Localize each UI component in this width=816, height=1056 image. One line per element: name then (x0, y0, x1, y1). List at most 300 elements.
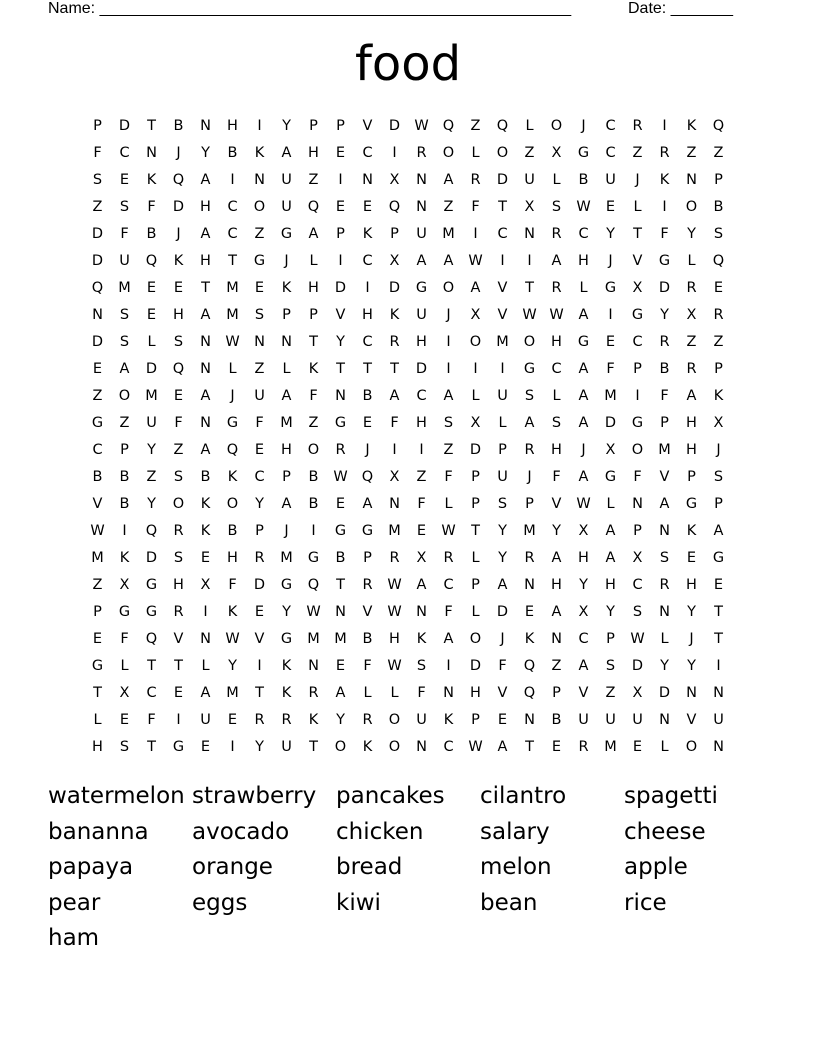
grid-letter: W (576, 495, 591, 512)
grid-letter: I (446, 333, 451, 350)
grid-letter: P (471, 468, 480, 485)
grid-letter: K (362, 225, 373, 242)
grid-letter: G (523, 360, 536, 377)
grid-letter: T (714, 630, 723, 647)
grid-letter: I (419, 441, 424, 458)
grid-letter: G (172, 738, 185, 755)
grid-letter: D (388, 117, 401, 134)
grid-letter: B (119, 468, 130, 485)
grid-letter: E (92, 630, 103, 647)
grid-letter: G (631, 414, 644, 431)
grid-letter: N (416, 198, 427, 215)
word-list-item: pancakes (336, 783, 445, 809)
grid-letter: E (254, 441, 265, 458)
grid-letter: V (659, 468, 670, 485)
grid-letter: E (146, 279, 157, 296)
grid-letter: I (473, 360, 478, 377)
grid-letter: G (685, 495, 698, 512)
grid-letter: A (200, 387, 211, 404)
grid-letter: E (119, 711, 130, 728)
date-field-label: Date: _______ (628, 0, 733, 17)
grid-letter: S (173, 549, 184, 566)
word-list (48, 779, 768, 957)
word-list-item: pear (48, 889, 101, 916)
grid-letter: T (390, 360, 399, 377)
grid-letter: F (147, 711, 156, 728)
grid-letter: C (92, 441, 103, 458)
grid-letter: Z (308, 414, 319, 431)
grid-letter: G (145, 603, 158, 620)
grid-letter: A (713, 522, 724, 539)
grid-letter: Y (606, 225, 615, 242)
grid-letter: U (146, 414, 157, 431)
grid-letter: N (254, 171, 265, 188)
grid-letter: C (119, 144, 130, 161)
grid-letter: A (578, 657, 589, 674)
grid-letter: G (334, 522, 347, 539)
grid-letter: M (226, 279, 239, 296)
grid-letter: Q (145, 630, 158, 647)
grid-letter: Q (145, 522, 158, 539)
grid-letter: P (309, 306, 318, 323)
word-list-item: ham (48, 925, 100, 951)
grid-letter: T (336, 360, 345, 377)
grid-letter: N (416, 171, 427, 188)
grid-letter: Q (442, 117, 455, 134)
grid-letter: P (633, 522, 642, 539)
grid-letter: E (497, 711, 508, 728)
grid-letter: L (552, 387, 561, 404)
grid-letter: J (230, 387, 235, 404)
grid-letter: I (338, 171, 343, 188)
word-list-item: kiwi (336, 889, 381, 916)
grid-letter: N (362, 171, 373, 188)
word-list-item: strawberry (192, 783, 317, 809)
word-list-item: papaya (48, 854, 134, 880)
grid-letter: H (551, 441, 562, 458)
grid-letter: E (713, 576, 724, 593)
grid-letter: Z (632, 144, 643, 161)
grid-letter: M (145, 387, 158, 404)
grid-letter: O (388, 738, 401, 755)
grid-letter: M (442, 225, 455, 242)
grid-letter: H (416, 333, 427, 350)
grid-letter: P (525, 495, 534, 512)
grid-letter: B (578, 171, 589, 188)
grid-letter: T (228, 252, 237, 269)
grid-letter: P (714, 495, 723, 512)
grid-letter: R (308, 684, 319, 701)
grid-letter: I (662, 117, 667, 134)
grid-letter: O (550, 117, 563, 134)
grid-letter: B (119, 495, 130, 512)
grid-letter: Q (496, 117, 509, 134)
grid-letter: N (308, 657, 319, 674)
grid-letter: T (714, 603, 723, 620)
grid-letter: C (605, 144, 616, 161)
grid-letter: Q (172, 360, 185, 377)
grid-letter: N (659, 711, 670, 728)
grid-letter: O (253, 198, 266, 215)
grid-letter: U (632, 711, 643, 728)
grid-letter: J (581, 441, 586, 458)
grid-letter: K (200, 495, 211, 512)
grid-letter: K (173, 252, 184, 269)
grid-letter: Y (660, 657, 669, 674)
grid-letter: A (200, 171, 211, 188)
grid-letter: I (203, 603, 208, 620)
grid-letter: B (335, 549, 346, 566)
grid-letter: N (443, 684, 454, 701)
grid-letter: Y (606, 603, 615, 620)
grid-letter: H (200, 198, 211, 215)
grid-letter: L (660, 738, 669, 755)
grid-letter: M (523, 522, 536, 539)
grid-letter: E (92, 360, 103, 377)
grid-letter: O (685, 738, 698, 755)
grid-letter: D (496, 171, 509, 188)
grid-letter: W (387, 576, 402, 593)
grid-letter: I (527, 252, 532, 269)
grid-letter: U (281, 198, 292, 215)
grid-letter: D (415, 360, 428, 377)
grid-letter: W (225, 333, 240, 350)
grid-letter: B (308, 495, 319, 512)
grid-letter: M (226, 306, 239, 323)
word-list-item: eggs (192, 889, 248, 916)
grid-letter: Y (282, 117, 291, 134)
grid-letter: X (632, 684, 643, 701)
grid-letter: A (659, 495, 670, 512)
grid-letter: H (605, 576, 616, 593)
grid-letter: J (176, 144, 181, 161)
grid-letter: I (608, 306, 613, 323)
grid-letter: C (362, 144, 373, 161)
grid-letter: N (713, 684, 724, 701)
grid-letter: R (389, 333, 400, 350)
grid-letter: N (92, 306, 103, 323)
grid-letter: I (176, 711, 181, 728)
grid-letter: D (469, 441, 482, 458)
grid-letter: K (227, 468, 238, 485)
grid-letter: T (201, 279, 210, 296)
grid-letter: E (335, 495, 346, 512)
grid-letter: H (686, 414, 697, 431)
grid-letter: E (173, 387, 184, 404)
grid-letter: A (497, 576, 508, 593)
grid-letter: J (608, 252, 613, 269)
grid-letter: V (497, 684, 508, 701)
grid-letter: K (281, 684, 292, 701)
grid-letter: L (390, 684, 399, 701)
grid-letter: Q (523, 684, 536, 701)
grid-letter: F (498, 657, 507, 674)
word-list-item: cilantro (480, 783, 567, 809)
grid-letter: X (389, 468, 400, 485)
grid-letter: N (281, 333, 292, 350)
grid-letter: D (91, 333, 104, 350)
grid-letter: W (387, 603, 402, 620)
grid-letter: B (227, 522, 238, 539)
grid-letter: N (335, 387, 346, 404)
grid-letter: R (416, 144, 427, 161)
grid-letter: F (660, 225, 669, 242)
grid-letter: H (389, 630, 400, 647)
grid-letter: R (551, 225, 562, 242)
grid-letter: I (257, 657, 262, 674)
grid-letter: P (336, 225, 345, 242)
grid-letter: W (306, 603, 321, 620)
grid-letter: W (630, 630, 645, 647)
grid-letter: R (713, 306, 724, 323)
grid-letter: P (363, 549, 372, 566)
grid-letter: Y (255, 495, 264, 512)
grid-letter: V (254, 630, 265, 647)
grid-letter: N (524, 576, 535, 593)
grid-letter: T (147, 738, 156, 755)
grid-letter: K (308, 360, 319, 377)
grid-letter: E (362, 414, 373, 431)
word-list-item: salary (480, 818, 550, 845)
grid-letter: A (551, 252, 562, 269)
grid-letter: K (119, 549, 130, 566)
grid-letter: N (686, 684, 697, 701)
grid-letter: A (200, 225, 211, 242)
grid-letter: N (146, 144, 157, 161)
grid-letter: Y (687, 603, 696, 620)
grid-letter: H (200, 252, 211, 269)
grid-letter: I (662, 198, 667, 215)
grid-letter: E (416, 522, 427, 539)
grid-letter: F (552, 468, 561, 485)
grid-letter: V (362, 603, 373, 620)
grid-letter: O (469, 630, 482, 647)
grid-letter: E (551, 738, 562, 755)
grid-letter: V (173, 630, 184, 647)
grid-letter: M (658, 441, 671, 458)
grid-letter: W (549, 306, 564, 323)
grid-letter: A (578, 387, 589, 404)
grid-letter: J (689, 630, 694, 647)
grid-letter: R (281, 711, 292, 728)
grid-letter: X (713, 414, 724, 431)
grid-letter: X (686, 306, 697, 323)
grid-letter: F (471, 198, 480, 215)
grid-letter: R (470, 171, 481, 188)
grid-letter: X (119, 576, 130, 593)
grid-letter: L (444, 495, 453, 512)
grid-letter: X (119, 684, 130, 701)
grid-letter: L (363, 684, 372, 701)
grid-letter: K (686, 522, 697, 539)
word-list-item: apple (624, 854, 688, 880)
grid-letter: X (632, 549, 643, 566)
grid-letter: E (686, 549, 697, 566)
grid-letter: G (577, 144, 590, 161)
word-list-item: melon (480, 854, 552, 880)
grid-letter: W (468, 252, 483, 269)
grid-letter: M (388, 522, 401, 539)
grid-letter: L (93, 711, 102, 728)
grid-letter: F (93, 144, 102, 161)
grid-letter: V (578, 684, 589, 701)
grid-letter: S (632, 603, 643, 620)
grid-letter: F (417, 495, 426, 512)
grid-letter: U (281, 738, 292, 755)
grid-letter: C (146, 684, 157, 701)
grid-letter: A (119, 360, 130, 377)
grid-letter: R (524, 441, 535, 458)
grid-letter: Y (498, 522, 507, 539)
grid-letter: Q (91, 279, 104, 296)
grid-letter: P (255, 522, 264, 539)
grid-letter: M (496, 333, 509, 350)
grid-letter: Y (228, 657, 237, 674)
grid-letter: R (659, 333, 670, 350)
grid-letter: E (362, 198, 373, 215)
grid-letter: N (632, 495, 643, 512)
grid-letter: U (605, 711, 616, 728)
grid-letter: K (281, 657, 292, 674)
grid-letter: N (200, 630, 211, 647)
grid-letter: H (173, 306, 184, 323)
grid-letter: R (578, 738, 589, 755)
grid-letter: R (254, 711, 265, 728)
grid-letter: H (551, 576, 562, 593)
grid-letter: C (362, 252, 373, 269)
grid-letter: H (92, 738, 103, 755)
grid-letter: Z (119, 414, 130, 431)
grid-letter: E (632, 738, 643, 755)
grid-letter: G (307, 549, 320, 566)
grid-letter: R (173, 522, 184, 539)
grid-letter: G (658, 252, 671, 269)
grid-letter: C (551, 360, 562, 377)
grid-letter: E (227, 711, 238, 728)
grid-letter: F (417, 684, 426, 701)
grid-letter: K (686, 117, 697, 134)
grid-letter: I (446, 657, 451, 674)
grid-letter: F (174, 414, 183, 431)
grid-letter: A (605, 522, 616, 539)
grid-letter: Z (524, 144, 535, 161)
grid-letter: Q (523, 657, 536, 674)
word-list-item: bread (336, 854, 403, 880)
grid-letter: T (309, 333, 318, 350)
grid-letter: R (443, 549, 454, 566)
grid-letter: L (120, 657, 129, 674)
grid-letter: C (443, 738, 454, 755)
grid-letter: H (416, 414, 427, 431)
grid-letter: S (524, 387, 535, 404)
grid-letter: A (443, 630, 454, 647)
grid-letter: S (254, 306, 265, 323)
grid-letter: N (200, 360, 211, 377)
grid-letter: E (335, 657, 346, 674)
grid-letter: G (253, 252, 266, 269)
grid-letter: X (524, 198, 535, 215)
grid-letter: L (687, 252, 696, 269)
grid-letter: Y (552, 522, 561, 539)
grid-letter: Q (388, 198, 401, 215)
grid-letter: J (527, 468, 532, 485)
grid-letter: O (307, 441, 320, 458)
grid-letter: U (416, 306, 427, 323)
grid-letter: L (471, 144, 480, 161)
grid-letter: A (281, 495, 292, 512)
grid-letter: J (284, 522, 289, 539)
grid-letter: K (416, 630, 427, 647)
grid-letter: I (338, 252, 343, 269)
grid-letter: A (470, 279, 481, 296)
grid-letter: M (280, 414, 293, 431)
grid-letter: S (173, 468, 184, 485)
grid-letter: C (632, 333, 643, 350)
grid-letter: Y (498, 549, 507, 566)
grid-letter: A (524, 414, 535, 431)
grid-letter: F (444, 468, 453, 485)
word-list-item: orange (192, 854, 273, 880)
grid-letter: P (471, 711, 480, 728)
grid-letter: E (713, 279, 724, 296)
grid-letter: X (578, 603, 589, 620)
grid-letter: G (145, 576, 158, 593)
grid-letter: M (91, 549, 104, 566)
grid-letter: K (389, 306, 400, 323)
grid-letter: E (605, 333, 616, 350)
grid-letter: G (631, 306, 644, 323)
grid-letter: Z (713, 144, 724, 161)
grid-letter: P (120, 441, 129, 458)
grid-letter: C (605, 117, 616, 134)
grid-letter: N (200, 333, 211, 350)
grid-letter: L (498, 414, 507, 431)
grid-letter: N (524, 225, 535, 242)
grid-letter: X (470, 306, 481, 323)
grid-letter: Q (361, 468, 374, 485)
name-field-label: Name: _____________________________________________________ (48, 0, 572, 17)
grid-letter: G (91, 657, 104, 674)
grid-letter: L (633, 198, 642, 215)
grid-letter: G (415, 279, 428, 296)
word-list-item: bananna (48, 818, 149, 845)
grid-letter: Z (146, 468, 157, 485)
grid-letter: T (471, 522, 480, 539)
grid-letter: E (254, 603, 265, 620)
grid-letter: Q (172, 171, 185, 188)
grid-letter: B (659, 360, 670, 377)
grid-letter: L (579, 279, 588, 296)
grid-letter: D (91, 252, 104, 269)
grid-letter: A (281, 144, 292, 161)
grid-letter: O (226, 495, 239, 512)
grid-letter: Y (336, 333, 345, 350)
puzzle-title: food (354, 36, 462, 92)
grid-letter: M (604, 738, 617, 755)
word-list-item: bean (480, 889, 538, 916)
grid-letter: U (713, 711, 724, 728)
grid-letter: C (497, 225, 508, 242)
grid-letter: L (309, 252, 318, 269)
grid-letter: H (227, 117, 238, 134)
grid-letter: Z (470, 117, 481, 134)
grid-letter: T (255, 684, 264, 701)
grid-letter: Y (660, 306, 669, 323)
word-list-item: rice (624, 889, 667, 916)
grid-letter: D (253, 576, 266, 593)
grid-letter: O (172, 495, 185, 512)
grid-letter: K (281, 279, 292, 296)
